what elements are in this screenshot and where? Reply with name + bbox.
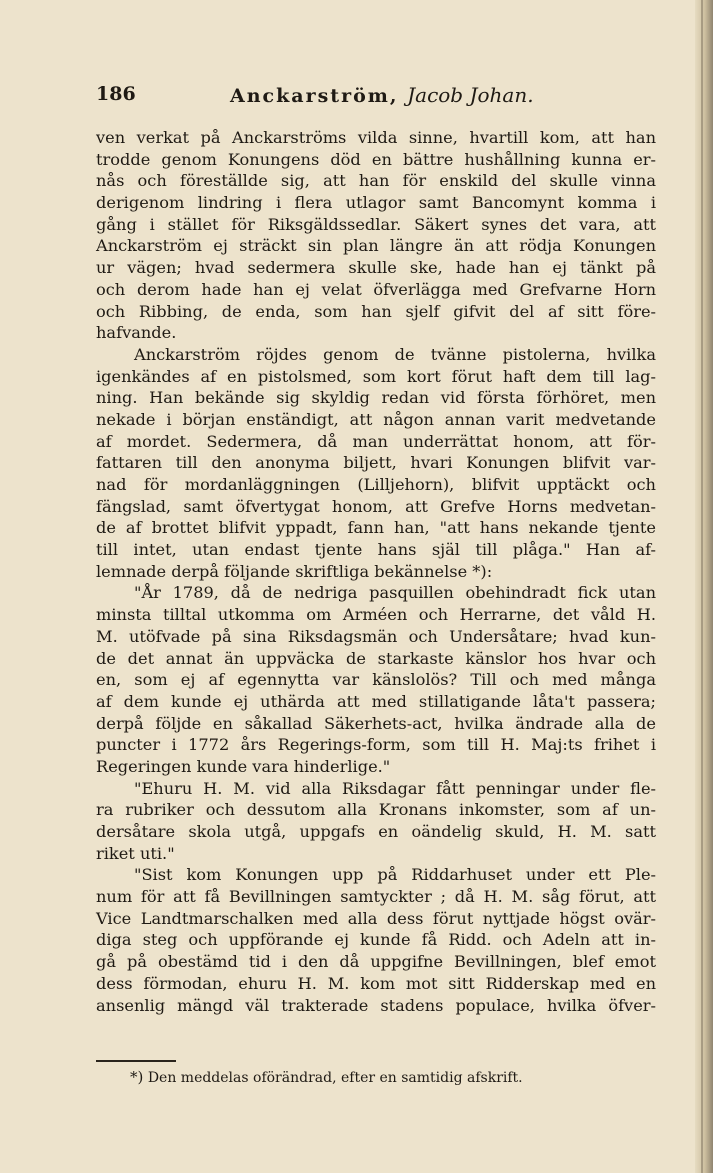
text-line: gå på obestämd tid i den då uppgifne Bevillningen, blef emot [96,952,656,972]
running-title-given-names: Jacob Johan. [407,83,534,107]
text-line: num för att få Bevillningen samtyckter ; då H. M. såg förut, att [96,887,656,907]
page-edge [695,0,713,1173]
text-line: diga steg och uppförande ej kunde få Ridd. och Adeln att in- [96,930,656,950]
text-line: gång i stället för Riksgäldssedlar. Säkert synes det vara, att [96,214,656,234]
body-text [96,127,656,1016]
text-line: puncter i 1772 års Regerings-form, som till H. Maj:ts frihet i [96,735,656,755]
text-line: riket uti." [96,843,175,863]
text-line: minsta tilltal utkomma om Arméen och Herrarne, det våld H. [96,605,656,625]
text-line: Anckarström röjdes genom de tvänne pistolerna, hvilka [134,344,656,364]
text-line: M. utöfvade på sina Riksdagsmän och Undersåtare; hvad kun- [96,626,656,646]
text-line: Regeringen kunde vara hinderlige." [96,756,391,776]
text-line: de af brottet blifvit yppadt, fann han, "att hans nekande tjente [96,518,656,538]
text-line: derpå följde en såkallad Säkerhets-act, hvilka ändrade alla de [96,713,656,733]
page-fold-shadow [701,0,703,1173]
text-line: nekade i början enständigt, att någon annan varit medvetande [96,409,656,429]
text-line: de det annat än uppväcka de starkaste känslor hos hvar och [96,648,656,668]
text-line: fattaren till den anonyma biljett, hvari Konungen blifvit var- [96,453,656,473]
footnote-text: Den meddelas oförändrad, efter en samtidig afskrift. [147,1070,523,1086]
text-line: hafvande. [96,323,177,343]
page-number: 186 [96,83,136,105]
text-line: "Sist kom Konungen upp på Riddarhuset under ett Ple- [134,865,656,885]
page-header [96,80,596,110]
footnote [130,1068,523,1086]
text-line: trodde genom Konungens död en bättre hushållning kunna er- [96,149,656,169]
text-line: ra rubriker och dessutom alla Kronans inkomster, som af un- [96,800,656,820]
text-line: "Ehuru H. M. vid alla Riksdagar fått penningar under fle- [134,778,656,798]
text-line: ur vägen; hvad sedermera skulle ske, hade han ej tänkt på [96,258,656,278]
text-line: en, som ej af egennytta var känslolös? Till och med många [96,670,656,690]
text-line: lemnade derpå följande skriftliga bekännelse *): [96,561,493,581]
text-line: nås och föreställde sig, att han för enskild del skulle vinna [96,171,656,191]
footnote-marker: *) [130,1068,144,1086]
running-title [230,83,534,107]
text-line: nad för mordanläggningen (Lilljehorn), blifvit upptäckt och [96,475,656,494]
text-line: Vice Landtmarschalken med alla dess förut nyttjade högst ovär- [96,908,656,928]
text-line: "År 1789, då de nedriga pasquillen obehindradt fick utan [134,583,656,603]
text-line: derigenom lindring i flera utlagor samt Bancomynt komma i [96,193,656,213]
footnote-divider [96,1060,176,1062]
text-line: af mordet. Sedermera, då man underrättat honom, att för- [96,431,656,451]
text-line: ven verkat på Anckarströms vilda sinne, hvartill kom, att han [96,128,656,147]
text-line: Anckarström ej sträckt sin plan längre än att rödja Konungen [96,236,656,256]
text-line: dess förmodan, ehuru H. M. kom mot sitt Ridderskap med en [96,973,656,993]
text-line: till intet, utan endast tjente hans själ till plåga." Han af- [96,540,656,560]
text-line: ning. Han bekände sig skyldig redan vid första förhöret, men [96,388,656,408]
text-line: och Ribbing, de enda, som han sjelf gifvit del af sitt före- [96,301,656,321]
text-line: dersåtare skola utgå, uppgafs en oändelig skuld, H. M. satt [96,822,656,841]
text-line: ansenlig mängd väl trakterade stadens populace, hvilka öfver- [96,995,656,1015]
text-line: och derom hade han ej velat öfverlägga med Grefvarne Horn [96,279,656,299]
running-title-surname: Anckarström, [230,85,399,107]
text-line: igenkändes af en pistolsmed, som kort förut haft dem till lag- [96,366,656,386]
text-line: af dem kunde ej uthärda att med stillatigande låta't passera; [96,691,656,711]
text-line: fängslad, samt öfvertygat honom, att Grefve Horns medvetan- [96,496,656,516]
